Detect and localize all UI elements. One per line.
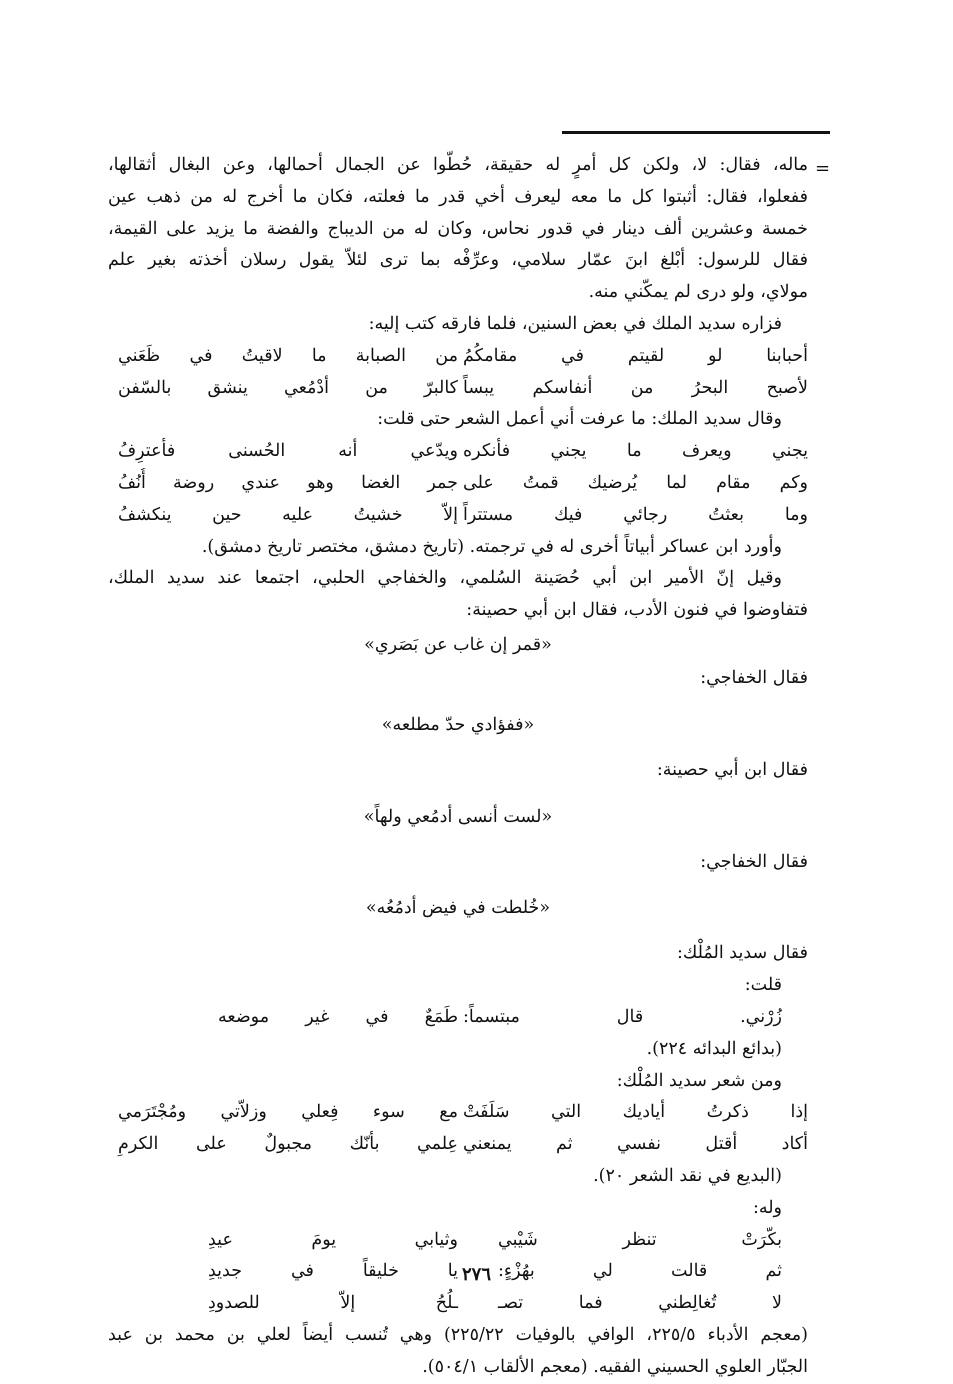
verse-second-half: عِلمي بأنّك مجبولٌ على الكرمِ	[118, 1134, 458, 1155]
verse-line	[108, 1288, 808, 1320]
poem-intro: فزاره سديد الملك في بعض السنين، فلما فارقه كتب إليه:	[368, 313, 782, 334]
verse-line	[108, 468, 808, 500]
verse-second-half: جمر الغضا وهو عندي روضة أُنُفُ	[118, 472, 458, 493]
speaker-line: فقال الخفاجي:	[700, 851, 808, 872]
verse-line	[108, 1002, 808, 1034]
verse-line	[108, 1225, 808, 1257]
footnote-line: الجبّار العلوي الحسيني الفقيه. (معجم الألقاب ٥٠٤/١).	[422, 1356, 808, 1377]
verse-line	[108, 1097, 808, 1129]
verse-second-half: مع سوء فِعلي وزلاّتي ومُجْتَرَمي	[118, 1102, 458, 1123]
source-citation: (البديع في نقد الشعر ٢٠).	[593, 1165, 782, 1186]
verse-second-half: وثيابي يومَ عيدِ	[208, 1229, 458, 1250]
verse-first-half: وما بعثتُ رجائي فيك مستتراً	[463, 504, 808, 525]
verse-second-half: طَمَعٌ في غير موضعه	[218, 1006, 458, 1027]
body-line: فتفاوضوا في فنون الأدب، فقال ابن أبي حصينة:	[466, 600, 808, 621]
verse-first-half: إذا ذكرتُ أياديك التي سَلَفَتْ	[463, 1102, 808, 1123]
verse-line	[108, 373, 808, 405]
body-line: وقيل إنّ الأمير ابن أبي حُصَينة السُلمي، والخفاجي الحلبي، اجتمعا عند سديد الملك،	[108, 568, 782, 589]
verse-first-half: لأصبح البحرُ من أنفاسكم يبساً	[463, 377, 808, 398]
quoted-hemistich: «لست أنسى أدمُعي ولهاً»	[363, 806, 553, 827]
quoted-hemistich: «ففؤادي حدّ مطلعه»	[381, 714, 535, 735]
verse-second-half: ويدّعي أنه الحُسنى فأعترِفُ	[118, 441, 458, 462]
verse-second-half: يا خليقاً في جديدِ	[208, 1261, 458, 1282]
verse-second-half: من الصبابة ما لاقيتُ في ظَعَني	[118, 345, 458, 366]
verse-second-half: ـلُحُ إلاّ للصدودِ	[208, 1293, 458, 1314]
verse-second-half: كالبرّ من أدْمُعي ينشق بالسّفن	[118, 377, 458, 398]
body-line: مولاي، ولو درى لم يمكّني منه.	[588, 282, 808, 303]
verse-first-half: أحبابنا لو لقيتم في مقامكُمُ	[463, 345, 808, 366]
header-rule	[562, 131, 830, 134]
continuation-marker: =	[815, 158, 831, 179]
poem-intro: وقال سديد الملك: ما عرفت أني أعمل الشعر حتى قلت:	[377, 409, 782, 430]
source-citation: (بدائع البدائه ٢٢٤).	[646, 1038, 782, 1059]
quoted-hemistich: «قمر إن غاب عن بَصَري»	[364, 634, 552, 655]
quoted-hemistich: «خُلطت في فيض أدمُعُه»	[365, 898, 551, 919]
footnote-line: (معجم الأدباء ٢٢٥/٥، الوافي بالوفيات ٢٢٥/٢٢) وهي تُنسب أيضاً لعلي بن محمد بن عبد	[108, 1324, 808, 1345]
page-number: ٢٧٦	[461, 1264, 491, 1285]
body-line: ماله، فقال: لا، ولكن كل أمرٍ له حقيقة، حُطّوا عن الجمال أحمالها، وعن البغال أثقالها،	[108, 155, 808, 175]
speaker-line: فقال سديد المُلْك:	[676, 943, 808, 964]
verse-first-half: زُرْني. قال مبتسماً:	[463, 1006, 782, 1027]
body-line: فقال للرسول: أبْلغ ابنَ عمّار سلامي، وعرِّفْه بما ترى لئلاّ يقول رسلان أخذته بغير علم	[108, 250, 808, 271]
poem-intro: ومن شعر سديد المُلْك:	[616, 1070, 782, 1091]
verse-line	[108, 500, 808, 532]
verse-line	[108, 1129, 808, 1161]
speaker-line: فقال الخفاجي:	[700, 667, 808, 688]
speaker-line: فقال ابن أبي حصينة:	[656, 759, 808, 780]
body-line: ففعلوا، فقال: أثبتوا كل ما معه ليعرف أخي قدر ما فعلته، فكان ما أخرج له من ذهب عين	[108, 186, 808, 207]
verse-first-half: أكاد أقتل نفسي ثم يمنعني	[463, 1134, 808, 1155]
verse-line	[108, 436, 808, 468]
verse-first-half: يجني ويعرف ما يجني فأنكره	[463, 441, 808, 462]
verse-second-half: إلاّ خشيتُ عليه حين ينكشفُ	[118, 504, 458, 525]
poem-intro: وله:	[752, 1197, 782, 1218]
verse-first-half: بكّرَتْ تنظر شَيْبي	[498, 1229, 782, 1250]
body-line: وأورد ابن عساكر أبياتاً أخرى له في ترجمته. (تاريخ دمشق، مختصر تاريخ دمشق).	[201, 536, 782, 557]
verse-first-half: لا تُغالِطني فما تصـ	[498, 1293, 782, 1314]
body-line: خمسة وعشرين ألف دينار في قدور نحاس، وكان له من الديباج والفضة ما يزيد على القيمة،	[108, 218, 808, 239]
verse-first-half: وكم مقام لما يُرضيك قمتُ على	[463, 472, 808, 493]
page-body	[108, 150, 808, 1384]
said-line: قلت:	[744, 975, 782, 996]
verse-first-half: ثم قالت لي بهُزْءٍ:	[498, 1261, 782, 1282]
verse-line	[108, 341, 808, 373]
